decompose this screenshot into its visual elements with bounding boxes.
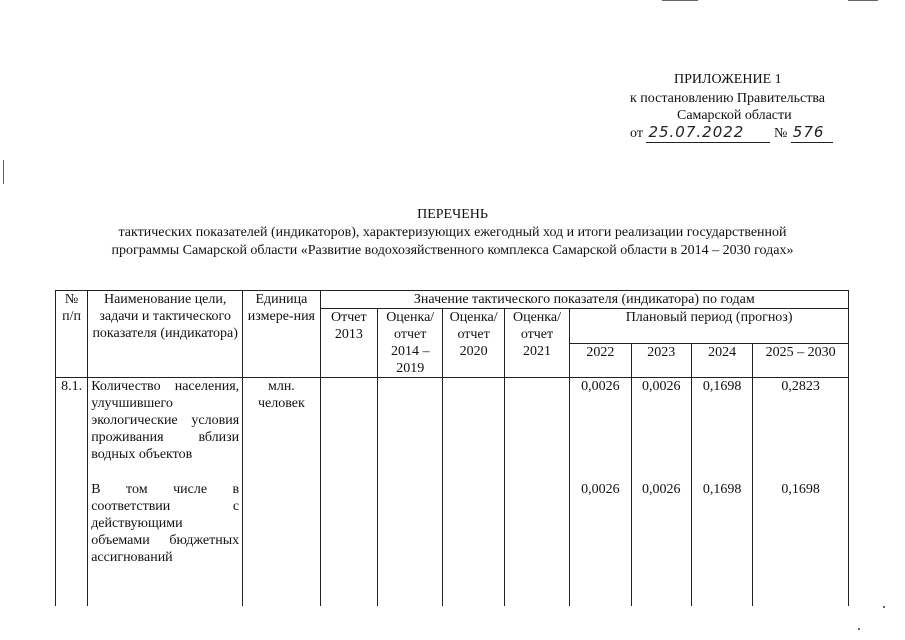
col-header-unit: Единица измере-ния [243,291,320,378]
scan-mark [662,0,698,1]
row-value-2022: 0,0026 [570,378,631,464]
row-num: 8.1. [56,378,88,464]
appendix-line-1: к постановлению Правительства [630,91,826,106]
col-header-2022: 2022 [570,343,631,378]
col-header-2023: 2023 [631,343,691,378]
table-row [56,481,849,566]
col-header-2024: 2024 [691,343,752,378]
row-est-2021 [504,481,569,566]
from-label: от [630,126,643,141]
col-header-2025-2030: 2025 – 2030 [753,343,849,378]
col-header-report-2013: Отчет 2013 [320,309,377,378]
row-value-2025-2030: 0,1698 [753,481,849,566]
appendix-line-2: Самарской области [677,108,792,123]
col-header-est-2020: Оценка/ отчет 2020 [443,309,504,378]
row-name: Количество населения, улучшившего экологические условия проживания вблизи водных объектов [88,378,243,464]
col-header-planned: Плановый период (прогноз) [570,309,849,344]
row-num [56,481,88,566]
scan-mark [883,606,885,608]
row-report-2013 [320,378,377,464]
appendix-title: ПРИЛОЖЕНИЕ 1 [674,72,782,87]
row-value-2023: 0,0026 [631,481,691,566]
col-header-est-2014: Оценка/ отчет 2014 – 2019 [378,309,443,378]
handwritten-date: 25.07.2022 [646,123,770,143]
row-est-2021 [504,378,569,464]
col-header-est-2021: Оценка/ отчет 2021 [504,309,569,378]
row-est-2014 [378,378,443,464]
row-unit: млн. человек [243,378,320,464]
table-row-spacer [56,463,849,481]
row-est-2020 [443,378,504,464]
row-value-2024: 0,1698 [691,378,752,464]
scan-mark [848,0,878,1]
doc-subtitle-2: программы Самарской области «Развитие водохозяйственного комплекса Самарской области в 2014 – 2030 годах» [111,243,794,258]
doc-subtitle-1: тактических показателей (индикаторов), характеризующих ежегодный ход и итоги реализации государственной [118,225,787,240]
appendix-date-line [630,123,833,143]
handwritten-number: 576 [791,123,833,143]
row-unit [243,481,320,566]
doc-title: ПЕРЕЧЕНЬ [417,207,488,222]
row-value-2025-2030: 0,2823 [753,378,849,464]
row-est-2014 [378,481,443,566]
table-row [56,378,849,464]
number-label: № [773,126,788,141]
scan-mark [858,628,860,630]
header-row-1 [56,291,849,309]
col-header-values: Значение тактического показателя (индикатора) по годам [320,291,848,309]
row-name: В том числе в соответствии с действующими объемами бюджетных ассигнований [88,481,243,566]
col-header-name: Наименование цели, задачи и тактического показателя (индикатора) [88,291,243,378]
indicators-table [55,290,849,606]
row-est-2020 [443,481,504,566]
scan-mark [3,160,4,184]
row-value-2023: 0,0026 [631,378,691,464]
row-value-2022: 0,0026 [570,481,631,566]
table-row-tail [56,566,849,606]
col-header-num: № п/п [56,291,88,378]
row-value-2024: 0,1698 [691,481,752,566]
row-report-2013 [320,481,377,566]
